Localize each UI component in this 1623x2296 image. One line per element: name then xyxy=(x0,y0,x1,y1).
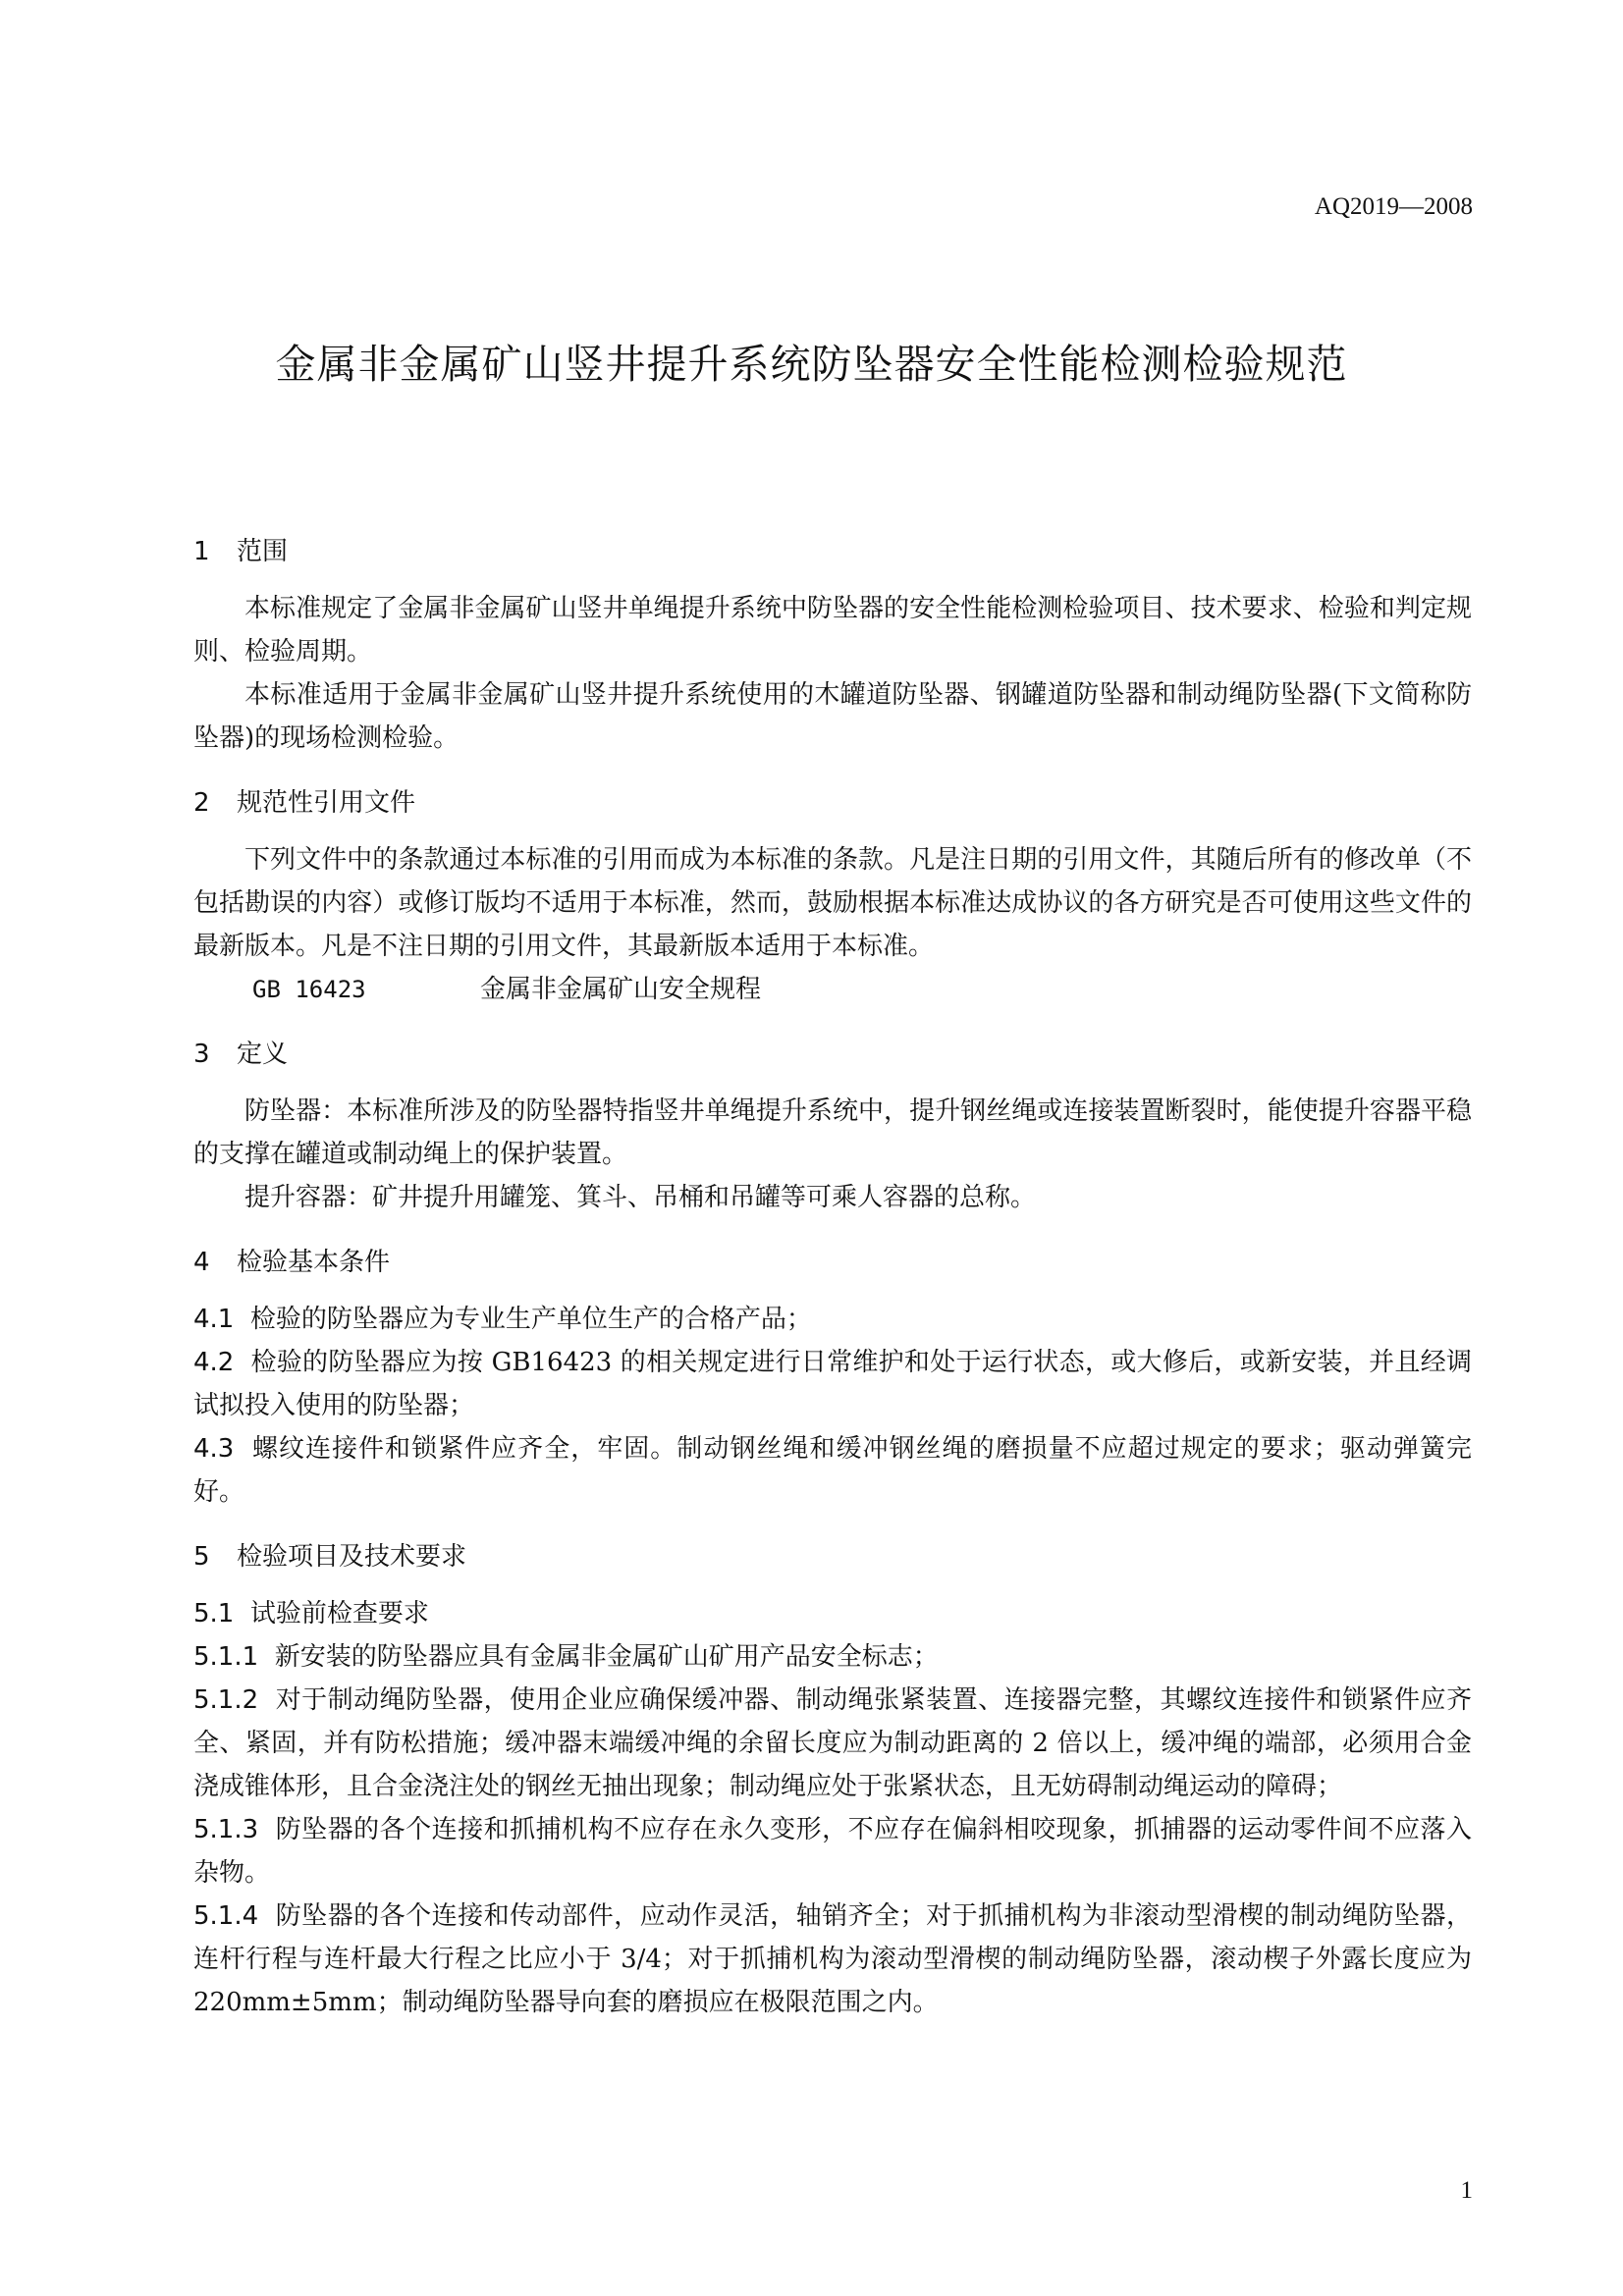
clause-number: 5.1.2 xyxy=(193,1685,259,1715)
clause: 4.3 螺纹连接件和锁紧件应齐全，牢固。制动钢丝绳和缓冲钢丝绳的磨损量不应超过规定的要求；驱动弹簧完好。 xyxy=(193,1434,1472,1507)
page-number: 1 xyxy=(1460,2177,1473,2204)
clause-number: 5.1.1 xyxy=(193,1642,259,1672)
subsection-heading: 5.1 试验前检查要求 xyxy=(193,1599,429,1629)
clause-number: 5.1.3 xyxy=(193,1815,259,1844)
clause: 5.1.2 对于制动绳防坠器，使用企业应确保缓冲器、制动绳张紧装置、连接器完整，其螺纹连接件和锁紧件应齐全、紧固，并有防松措施；缓冲器末端缓冲绳的余留长度应为制动距离的 2 倍以上，缓冲绳的端部，必须用合金浇成锥体形，且合金浇注处的钢丝无抽出现象；制动绳应处于张紧状态，且无妨碍制动绳运动的障碍； xyxy=(193,1685,1472,1801)
clause: 5.1.1 新安装的防坠器应具有金属非金属矿山矿用产品安全标志； xyxy=(193,1642,939,1672)
standard-number: AQ2019—2008 xyxy=(1314,193,1473,220)
paragraph: 防坠器：本标准所涉及的防坠器特指竖井单绳提升系统中，提升钢丝绳或连接装置断裂时，能使提升容器平稳的支撑在罐道或制动绳上的保护装置。 xyxy=(193,1096,1472,1169)
clause: 5.1.4 防坠器的各个连接和传动部件，应动作灵活，轴销齐全；对于抓捕机构为非滚动型滑楔的制动绳防坠器，连杆行程与连杆最大行程之比应小于 3/4；对于抓捕机构为滚动型滑楔的制动绳防坠器，滚动楔子外露长度应为 220mm±5mm；制动绳防坠器导向套的磨损应在极限范围之内。 xyxy=(193,1901,1472,2017)
section-heading-1: 1 范围 xyxy=(193,537,289,566)
clause: 4.2 检验的防坠器应为按 GB16423 的相关规定进行日常维护和处于运行状态，或大修后，或新安装，并且经调试拟投入使用的防坠器； xyxy=(193,1348,1472,1420)
reference-code: GB 16423 xyxy=(252,976,366,1003)
reference-title: 金属非金属矿山安全规程 xyxy=(480,975,762,1004)
clause-number: 4.3 xyxy=(193,1434,235,1464)
section-heading-2: 2 规范性引用文件 xyxy=(193,788,416,818)
section-heading-4: 4 检验基本条件 xyxy=(193,1248,391,1277)
clause-number: 4.1 xyxy=(193,1305,235,1334)
normative-reference xyxy=(193,968,1472,1011)
paragraph: 本标准适用于金属非金属矿山竖井提升系统使用的木罐道防坠器、钢罐道防坠器和制动绳防坠器(下文简称防坠器)的现场检测检验。 xyxy=(193,680,1472,753)
page-title: 金属非金属矿山竖井提升系统防坠器安全性能检测检验规范 xyxy=(275,341,1348,388)
paragraph: 提升容器：矿井提升用罐笼、箕斗、吊桶和吊罐等可乘人容器的总称。 xyxy=(244,1183,1037,1212)
clause-number: 4.2 xyxy=(193,1348,235,1377)
section-heading-3: 3 定义 xyxy=(193,1040,289,1069)
document-body xyxy=(193,530,1472,2024)
paragraph: 本标准规定了金属非金属矿山竖井单绳提升系统中防坠器的安全性能检测检验项目、技术要求、检验和判定规则、检验周期。 xyxy=(193,594,1472,667)
clause: 4.1 检验的防坠器应为专业生产单位生产的合格产品； xyxy=(193,1305,812,1334)
clause: 5.1.3 防坠器的各个连接和抓捕机构不应存在永久变形，不应存在偏斜相咬现象，抓捕器的运动零件间不应落入杂物。 xyxy=(193,1815,1472,1888)
clause-number: 5.1.4 xyxy=(193,1901,259,1931)
paragraph: 下列文件中的条款通过本标准的引用而成为本标准的条款。凡是注日期的引用文件，其随后所有的修改单（不包括勘误的内容）或修订版均不适用于本标准，然而，鼓励根据本标准达成协议的各方研究是否可使用这些文件的最新版本。凡是不注日期的引用文件，其最新版本适用于本标准。 xyxy=(193,845,1472,961)
section-heading-5: 5 检验项目及技术要求 xyxy=(193,1542,467,1572)
